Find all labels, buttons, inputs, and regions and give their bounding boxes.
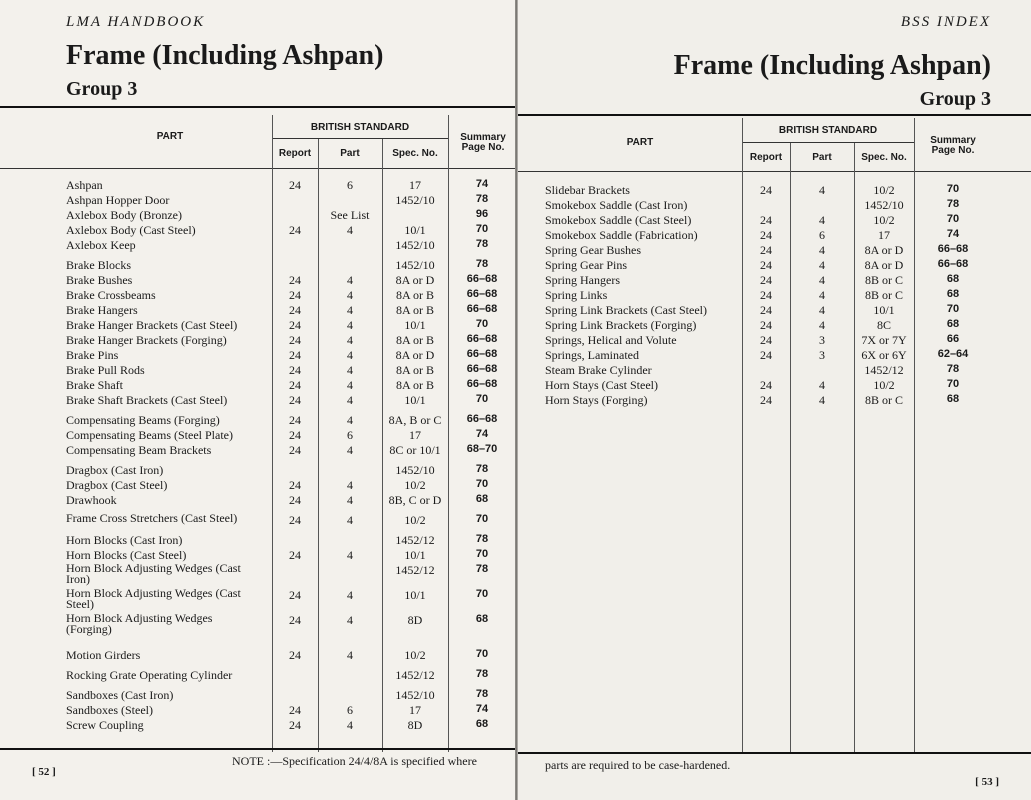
spec-cell: 10/1 (404, 318, 426, 332)
bs-part-cell: 6 (347, 703, 353, 717)
footer-rule (0, 748, 515, 750)
report-cell: 24 (289, 648, 301, 662)
spec-cell: 8A or D (395, 348, 435, 362)
spec-cell: 1452/10 (395, 463, 435, 477)
report-cell: 24 (289, 548, 301, 562)
report-cell: 24 (289, 303, 301, 317)
spec-cell: 1452/10 (395, 258, 435, 272)
report-cell: 24 (289, 443, 301, 457)
report-cell: 24 (289, 703, 301, 717)
part-name: Axlebox Body (Bronze) (66, 208, 182, 222)
bs-part-cell: 4 (819, 243, 825, 257)
bs-part-cell: 4 (347, 318, 353, 332)
report-cell: 24 (760, 333, 772, 347)
part-name: Slidebar Brackets (545, 183, 630, 197)
spec-cell: 8A or B (395, 333, 434, 347)
part-name: Compensating Beams (Forging) (66, 413, 220, 427)
part-name: Drawhook (66, 493, 117, 507)
summary-cell: 66–68 (466, 273, 498, 285)
spec-cell: 1452/12 (864, 363, 904, 377)
header-report: Report (278, 148, 312, 159)
report-cell: 24 (760, 228, 772, 242)
page-title: Frame (Including Ashpan) (66, 40, 384, 71)
summary-cell: 66–68 (466, 288, 498, 300)
report-cell: 24 (289, 348, 301, 362)
spec-cell: 1452/10 (395, 688, 435, 702)
header-bs-part: Part (340, 148, 360, 159)
bs-part-cell: 4 (819, 183, 825, 197)
report-cell: 24 (289, 223, 301, 237)
spec-cell: 10/2 (404, 478, 426, 492)
report-cell: 24 (289, 613, 301, 627)
part-name: Horn Block Adjusting Wedges (Forging) (66, 611, 213, 636)
report-cell: 24 (289, 493, 301, 507)
report-cell: 24 (289, 588, 301, 602)
part-name: Frame Cross Stretchers (Cast Steel) (66, 511, 238, 525)
bs-part-cell: 6 (347, 178, 353, 192)
bs-part-cell: 4 (819, 378, 825, 392)
summary-cell: 68 (946, 318, 960, 330)
report-cell: 24 (760, 393, 772, 407)
bs-part-cell: 4 (819, 258, 825, 272)
report-cell: 24 (760, 243, 772, 257)
bs-part-cell: 6 (819, 228, 825, 242)
spec-cell: 8B, C or D (388, 493, 442, 507)
spec-cell: 8D (407, 613, 423, 627)
report-cell: 24 (760, 273, 772, 287)
title-rule (518, 114, 1031, 116)
summary-cell: 78 (475, 193, 489, 205)
bs-part-cell: 4 (819, 273, 825, 287)
summary-cell: 78 (946, 363, 960, 375)
part-name: Rocking Grate Operating Cylinder (66, 668, 233, 682)
report-cell: 24 (289, 718, 301, 732)
part-name: Compensating Beam Brackets (66, 443, 212, 457)
summary-cell: 78 (475, 238, 489, 250)
summary-cell: 70 (475, 393, 489, 405)
bs-part-cell: 3 (819, 333, 825, 347)
part-name: Spring Hangers (545, 273, 620, 287)
report-cell: 24 (289, 413, 301, 427)
spec-cell: 10/2 (404, 513, 426, 527)
part-name: Springs, Laminated (545, 348, 639, 362)
bs-part-cell: 4 (347, 588, 353, 602)
bs-part-cell: 4 (347, 478, 353, 492)
part-name: Axlebox Body (Cast Steel) (66, 223, 196, 237)
summary-cell: 68 (946, 273, 960, 285)
summary-cell: 70 (475, 588, 489, 600)
part-name: Smokebox Saddle (Cast Iron) (545, 198, 688, 212)
summary-cell: 70 (475, 513, 489, 525)
part-name: Brake Bushes (66, 273, 133, 287)
bs-part-cell: 4 (347, 348, 353, 362)
bs-part-cell: 4 (347, 363, 353, 377)
spec-cell: 10/1 (873, 303, 895, 317)
spec-cell: 10/2 (873, 378, 895, 392)
summary-cell: 96 (475, 208, 489, 220)
part-name: Ashpan (66, 178, 103, 192)
spec-cell: 10/1 (404, 223, 426, 237)
footnote: NOTE :—Specification 24/4/8A is specified where (232, 754, 477, 768)
summary-cell: 70 (475, 318, 489, 330)
spec-cell: 8A or B (395, 303, 434, 317)
summary-cell: 66–68 (466, 363, 498, 375)
part-name: Springs, Helical and Volute (545, 333, 677, 347)
spec-cell: 8A or B (395, 378, 434, 392)
part-name: Spring Gear Bushes (545, 243, 641, 257)
header-rule (0, 168, 515, 169)
spec-cell: 8B or C (864, 288, 903, 302)
spec-cell: 8C or 10/1 (389, 443, 441, 457)
report-cell: 24 (760, 378, 772, 392)
summary-cell: 70 (475, 548, 489, 560)
column-divider (914, 118, 915, 754)
summary-cell: 70 (475, 478, 489, 490)
header-spec: Spec. No. (861, 152, 907, 163)
spec-cell: 10/1 (404, 588, 426, 602)
part-name: Screw Coupling (66, 718, 144, 732)
part-name: Steam Brake Cylinder (545, 363, 652, 377)
header-rule (518, 171, 1031, 172)
summary-cell: 78 (475, 668, 489, 680)
spec-cell: 1452/12 (395, 563, 435, 577)
part-name: Spring Links (545, 288, 608, 302)
part-name: Horn Blocks (Cast Iron) (66, 533, 183, 547)
summary-cell: 62–64 (937, 348, 969, 360)
bs-part-cell: 4 (347, 393, 353, 407)
summary-cell: 78 (946, 198, 960, 210)
spec-cell: 7X or 7Y (861, 333, 907, 347)
spec-cell: 1452/10 (395, 193, 435, 207)
summary-cell: 66–68 (937, 258, 969, 270)
part-name: Horn Stays (Cast Steel) (545, 378, 658, 392)
page-number: [ 53 ] (975, 776, 999, 788)
bs-part-cell: 4 (347, 718, 353, 732)
spec-cell: 8A or D (864, 258, 904, 272)
bs-part-cell: 4 (819, 393, 825, 407)
report-cell: 24 (289, 178, 301, 192)
header-part: PART (626, 137, 654, 148)
title-rule (0, 106, 515, 108)
bs-part-cell: 4 (819, 288, 825, 302)
spec-cell: 1452/12 (395, 533, 435, 547)
column-divider (448, 115, 449, 752)
bs-part-cell: 4 (347, 288, 353, 302)
bs-part-cell: 4 (347, 413, 353, 427)
spec-cell: 10/2 (873, 183, 895, 197)
spec-cell: 1452/12 (395, 668, 435, 682)
page-number: [ 52 ] (32, 766, 56, 778)
part-name: Axlebox Keep (66, 238, 136, 252)
right-page (518, 0, 1031, 800)
group-label: Group 3 (66, 78, 138, 100)
left-page (0, 0, 515, 800)
spec-cell: 10/2 (404, 648, 426, 662)
spec-cell: 10/1 (404, 393, 426, 407)
spec-cell: 1452/10 (864, 198, 904, 212)
part-name: Smokebox Saddle (Fabrication) (545, 228, 698, 242)
part-name: Horn Blocks (Cast Steel) (66, 548, 187, 562)
bs-part-cell: 4 (347, 648, 353, 662)
summary-cell: 78 (475, 688, 489, 700)
part-name: Spring Link Brackets (Cast Steel) (545, 303, 707, 317)
spec-cell: 8A or B (395, 363, 434, 377)
spec-cell: 8C (876, 318, 891, 332)
header-summary: Summary Page No. (930, 135, 976, 156)
part-name: Dragbox (Cast Steel) (66, 478, 168, 492)
spec-cell: 17 (409, 428, 421, 442)
part-name: Brake Pull Rods (66, 363, 145, 377)
header-sub-rule (742, 142, 914, 143)
summary-cell: 66–68 (466, 413, 498, 425)
bs-part-cell: 4 (347, 513, 353, 527)
report-cell: 24 (289, 378, 301, 392)
summary-cell: 68 (946, 393, 960, 405)
summary-cell: 74 (475, 178, 489, 190)
part-name: Brake Shaft Brackets (Cast Steel) (66, 393, 228, 407)
spec-cell: 17 (409, 178, 421, 192)
report-cell: 24 (289, 428, 301, 442)
report-cell: 24 (289, 333, 301, 347)
bs-part-cell: 4 (819, 303, 825, 317)
spec-cell: 17 (409, 703, 421, 717)
header-british-standard: BRITISH STANDARD (310, 122, 410, 133)
summary-cell: 70 (475, 648, 489, 660)
part-name: Motion Girders (66, 648, 141, 662)
summary-cell: 74 (946, 228, 960, 240)
part-name: Brake Blocks (66, 258, 131, 272)
part-name: Brake Crossbeams (66, 288, 156, 302)
bs-part-cell: 4 (347, 493, 353, 507)
spec-cell: 8D (407, 718, 423, 732)
part-name: Brake Hanger Brackets (Forging) (66, 333, 227, 347)
part-name: Sandboxes (Steel) (66, 703, 153, 717)
part-name: Sandboxes (Cast Iron) (66, 688, 174, 702)
summary-cell: 68 (475, 493, 489, 505)
bs-part-cell: 4 (347, 333, 353, 347)
summary-cell: 78 (475, 258, 489, 270)
summary-cell: 74 (475, 703, 489, 715)
header-sub-rule (272, 138, 448, 139)
header-spec: Spec. No. (392, 148, 438, 159)
spec-cell: 8B or C (864, 393, 903, 407)
summary-cell: 70 (946, 213, 960, 225)
group-label: Group 3 (919, 88, 991, 110)
header-british-standard: BRITISH STANDARD (778, 125, 878, 136)
running-head: LMA HANDBOOK (66, 14, 206, 30)
part-name: Spring Link Brackets (Forging) (545, 318, 697, 332)
bs-part-cell: 4 (347, 273, 353, 287)
report-cell: 24 (289, 513, 301, 527)
bs-part-cell: 4 (819, 213, 825, 227)
footer-rule (518, 752, 1031, 754)
part-name: Horn Stays (Forging) (545, 393, 648, 407)
summary-cell: 66–68 (466, 303, 498, 315)
header-report: Report (749, 152, 783, 163)
summary-cell: 78 (475, 533, 489, 545)
bs-part-cell: 4 (347, 223, 353, 237)
spec-cell: 1452/10 (395, 238, 435, 252)
summary-cell: 70 (946, 183, 960, 195)
spec-cell: 10/2 (873, 213, 895, 227)
part-name: Brake Shaft (66, 378, 123, 392)
summary-cell: 70 (475, 223, 489, 235)
spec-cell: 8A or D (864, 243, 904, 257)
summary-cell: 78 (475, 463, 489, 475)
part-name: Horn Block Adjusting Wedges (Cast Steel) (66, 586, 241, 611)
bs-part-cell: 4 (347, 378, 353, 392)
bs-part-cell: 4 (347, 443, 353, 457)
report-cell: 24 (760, 288, 772, 302)
part-name: Spring Gear Pins (545, 258, 627, 272)
spec-cell: 6X or 6Y (861, 348, 907, 362)
part-name: Brake Pins (66, 348, 119, 362)
report-cell: 24 (289, 478, 301, 492)
summary-cell: 66–68 (937, 243, 969, 255)
report-cell: 24 (760, 348, 772, 362)
spec-cell: 17 (878, 228, 890, 242)
spec-cell: 8A or B (395, 288, 434, 302)
spec-cell: 10/1 (404, 548, 426, 562)
part-name: Brake Hanger Brackets (Cast Steel) (66, 318, 238, 332)
report-cell: 24 (760, 183, 772, 197)
summary-cell: 66–68 (466, 378, 498, 390)
part-name: Horn Block Adjusting Wedges (Cast Iron) (66, 561, 241, 586)
header-bs-part: Part (812, 152, 832, 163)
summary-cell: 68–70 (466, 443, 498, 455)
summary-cell: 66 (946, 333, 960, 345)
header-part: PART (156, 131, 184, 142)
spec-cell: 8A, B or C (388, 413, 442, 427)
header-summary: Summary Page No. (460, 132, 506, 153)
summary-cell: 68 (475, 613, 489, 625)
bs-part-cell: See List (330, 208, 370, 222)
bs-part-cell: 3 (819, 348, 825, 362)
report-cell: 24 (760, 303, 772, 317)
report-cell: 24 (289, 273, 301, 287)
report-cell: 24 (289, 288, 301, 302)
bs-part-cell: 4 (819, 318, 825, 332)
report-cell: 24 (760, 213, 772, 227)
bs-part-cell: 4 (347, 548, 353, 562)
page-title: Frame (Including Ashpan) (673, 50, 991, 81)
report-cell: 24 (289, 393, 301, 407)
summary-cell: 70 (946, 378, 960, 390)
report-cell: 24 (760, 318, 772, 332)
part-name: Dragbox (Cast Iron) (66, 463, 164, 477)
summary-cell: 70 (946, 303, 960, 315)
part-name: Compensating Beams (Steel Plate) (66, 428, 233, 442)
report-cell: 24 (289, 318, 301, 332)
part-name: Brake Hangers (66, 303, 138, 317)
summary-cell: 68 (946, 288, 960, 300)
bs-part-cell: 4 (347, 613, 353, 627)
bs-part-cell: 4 (347, 303, 353, 317)
bs-part-cell: 6 (347, 428, 353, 442)
summary-cell: 66–68 (466, 333, 498, 345)
summary-cell: 68 (475, 718, 489, 730)
report-cell: 24 (760, 258, 772, 272)
spec-cell: 8A or D (395, 273, 435, 287)
running-head: BSS INDEX (900, 14, 991, 30)
footnote: parts are required to be case-hardened. (545, 758, 731, 772)
summary-cell: 66–68 (466, 348, 498, 360)
summary-cell: 74 (475, 428, 489, 440)
part-name: Ashpan Hopper Door (66, 193, 170, 207)
part-name: Smokebox Saddle (Cast Steel) (545, 213, 692, 227)
summary-cell: 78 (475, 563, 489, 575)
report-cell: 24 (289, 363, 301, 377)
spec-cell: 8B or C (864, 273, 903, 287)
